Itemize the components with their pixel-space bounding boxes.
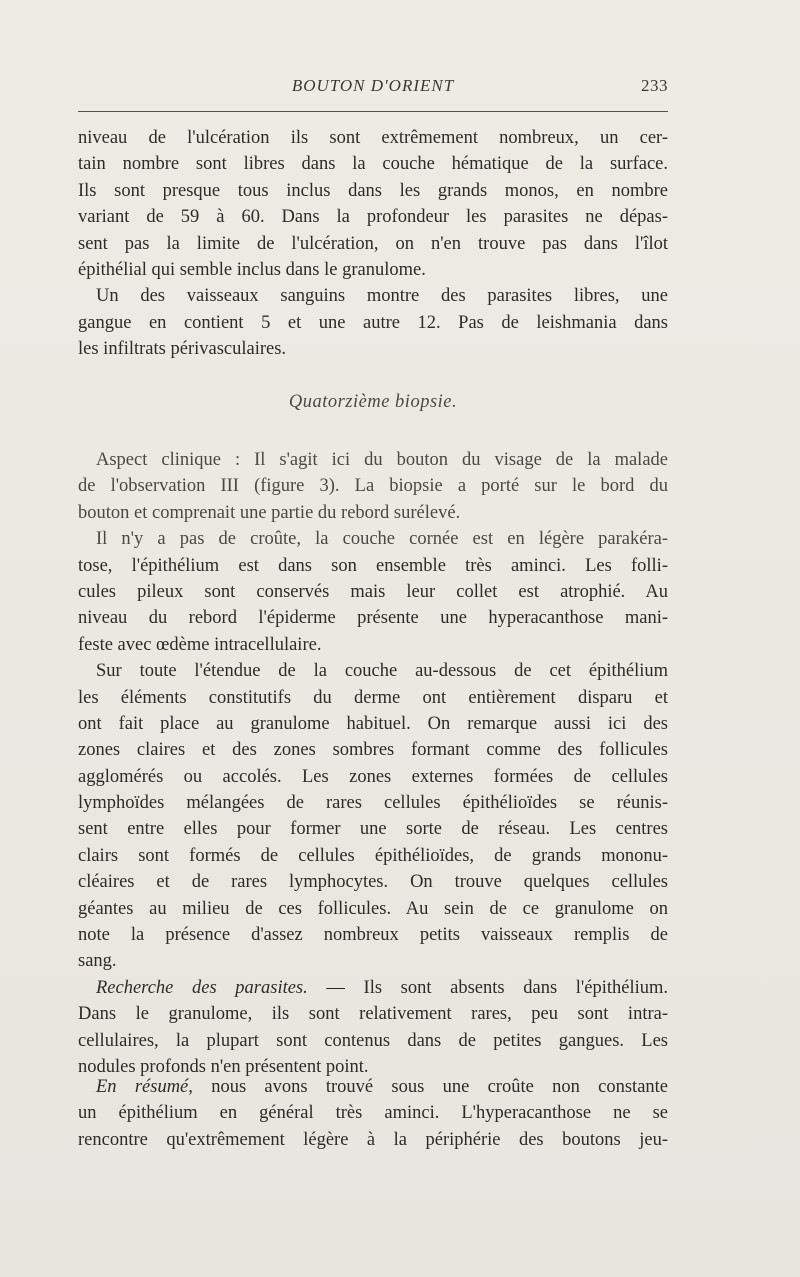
line-rest: nous avons trouvé sous une croûte non constante xyxy=(192,1077,669,1097)
text-line: Un des vaisseaux sanguins montre des parasites libres, une xyxy=(96,286,668,307)
text-line: lymphoïdes mélangées de rares cellules épithélioïdes se réunis- xyxy=(78,793,668,814)
text-line: de l'observation III (figure 3). La biopsie a porté sur le bord du xyxy=(78,476,668,497)
text-line: épithélial qui semble inclus dans le granulome. xyxy=(78,259,426,280)
paragraph-continuation xyxy=(78,125,668,363)
paragraph-summary xyxy=(78,1074,668,1153)
text-line: niveau du rebord l'épiderme présente une hyperacanthose mani- xyxy=(78,608,668,629)
running-title: BOUTON D'ORIENT xyxy=(291,76,455,95)
text-line: note la présence d'assez nombreux petits vaisseaux remplis de xyxy=(78,925,668,946)
text-line: Dans le granulome, ils sont relativement rares, peu sont intra- xyxy=(78,1004,668,1025)
paragraph-parasites xyxy=(78,975,668,1081)
text-line: tose, l'épithélium est dans son ensemble très aminci. Les folli- xyxy=(78,555,668,576)
italic-lead: En résumé, xyxy=(96,1077,193,1097)
text-line: bouton et comprenait une partie du rebord surélevé. xyxy=(78,502,461,523)
text-line: sang. xyxy=(78,951,117,972)
text-line: nodules profonds n'en présentent point. xyxy=(78,1057,369,1078)
text-line: les infiltrats périvasculaires. xyxy=(78,339,287,360)
text-line: gangue en contient 5 et une autre 12. Pas de leishmania dans xyxy=(78,312,668,333)
text-line: rencontre qu'extrêmement légère à la périphérie des boutons jeu- xyxy=(78,1129,668,1150)
text-line: Sur toute l'étendue de la couche au-dessous de cet épithélium xyxy=(96,661,668,682)
italic-lead: Recherche des parasites. xyxy=(96,978,308,998)
paragraph-clinical xyxy=(78,447,668,975)
text-line xyxy=(78,975,668,1001)
text-line: zones claires et des zones sombres formant comme des follicules xyxy=(78,740,668,761)
text-line: un épithélium en général très aminci. L'hyperacanthose ne se xyxy=(78,1103,668,1124)
text-line: tain nombre sont libres dans la couche hématique de la surface. xyxy=(78,154,668,175)
text-line: cules pileux sont conservés mais leur collet est atrophié. Au xyxy=(78,581,668,602)
header-rule xyxy=(78,111,668,112)
text-line: niveau de l'ulcération ils sont extrêmement nombreux, un cer- xyxy=(78,128,668,148)
text-line: sent pas la limite de l'ulcération, on n'en trouve pas dans l'îlot xyxy=(78,233,668,254)
text-line: ont fait place au granulome habituel. On remarque aussi ici des xyxy=(78,713,668,734)
text-line: les éléments constitutifs du derme ont entièrement disparu et xyxy=(78,687,668,708)
text-line: variant de 59 à 60. Dans la profondeur les parasites ne dépas- xyxy=(78,207,668,228)
text-line: cléaires et de rares lymphocytes. On trouve quelques cellules xyxy=(78,872,668,893)
text-line xyxy=(78,1074,668,1100)
text-line: feste avec œdème intracellulaire. xyxy=(78,634,322,655)
text-line: clairs sont formés de cellules épithélioïdes, de grands mononu- xyxy=(78,845,668,866)
running-head xyxy=(78,76,668,106)
text-line: cellulaires, la plupart sont contenus dans de petites gangues. Les xyxy=(78,1030,668,1051)
line-rest: — Ils sont absents dans l'épithélium. xyxy=(307,978,668,998)
page-number: 233 xyxy=(641,76,668,95)
text-line: géantes au milieu de ces follicules. Au sein de ce granulome on xyxy=(78,898,668,919)
text-line: Il n'y a pas de croûte, la couche cornée est en légère parakéra- xyxy=(96,529,668,550)
text-line: sent entre elles pour former une sorte de réseau. Les centres xyxy=(78,819,668,840)
section-heading: Quatorzième biopsie. xyxy=(288,392,458,412)
text-line: Aspect clinique : Il s'agit ici du bouton du visage de la malade xyxy=(96,450,668,470)
text-line: agglomérés ou accolés. Les zones externes formées de cellules xyxy=(78,766,668,787)
text-line: Ils sont presque tous inclus dans les grands monos, en nombre xyxy=(78,180,668,201)
